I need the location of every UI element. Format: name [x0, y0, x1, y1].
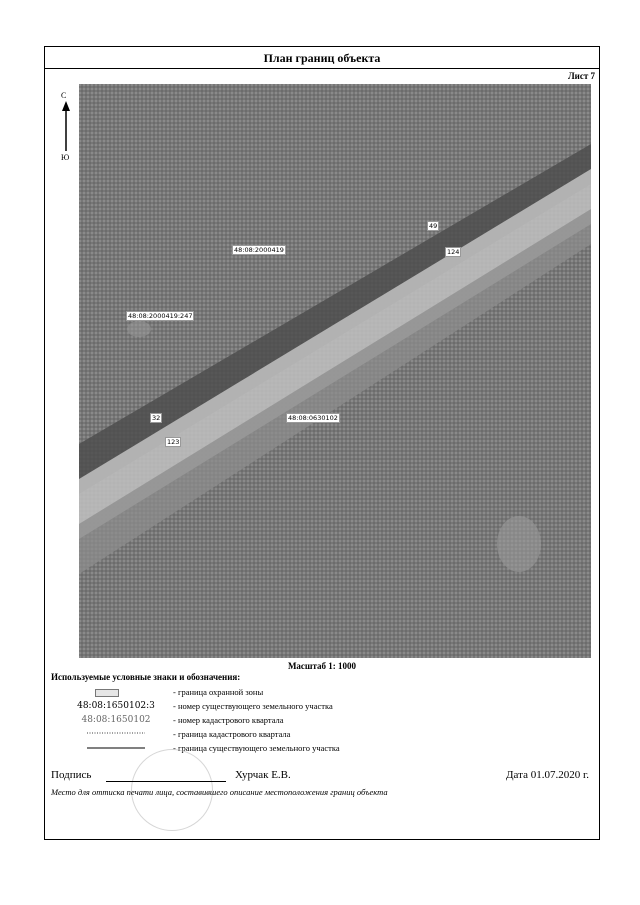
legend-row-zone	[45, 686, 599, 699]
map-imagery	[79, 84, 591, 658]
parcel-boundary-symbol	[71, 742, 161, 755]
legend-text: - граница охранной зоны	[173, 687, 264, 697]
sheet-number: Лист 7	[567, 71, 595, 81]
parcel-number-symbol: 48:08:1650102:3	[77, 701, 155, 711]
signature-row	[51, 769, 595, 785]
south-label: Ю	[61, 153, 70, 162]
stamp-note: Место для оттиска печати лица, составившего описание местоположения границ объекта	[51, 787, 388, 797]
north-arrow	[51, 91, 81, 171]
parcel-label-a: 48:08:2000419	[234, 246, 284, 254]
legend-text: - номер кадастрового квартала	[173, 715, 284, 725]
legend-row-quarter	[45, 714, 599, 727]
map-scale: Масштаб 1: 1000	[287, 661, 357, 671]
quarter-boundary-symbol	[71, 728, 161, 741]
map-label-49: 49	[429, 222, 438, 230]
legend-row-parcel	[45, 700, 599, 713]
aerial-map	[79, 84, 591, 658]
signer-name: Хурчак Е.В.	[235, 769, 291, 781]
document-title: План границ объекта	[45, 47, 599, 69]
legend-row-parcel-boundary	[45, 742, 599, 755]
parcel-label-b: 48:08:2000419:247	[128, 312, 193, 320]
signature-line	[106, 781, 226, 782]
map-label-32: 32	[152, 414, 161, 422]
quarter-number-symbol: 48:08:1650102	[81, 715, 151, 725]
document-frame	[44, 46, 600, 840]
quarter-label: 48:08:0630102	[288, 414, 338, 422]
legend-text: - граница кадастрового квартала	[173, 729, 291, 739]
map-label-123: 123	[167, 438, 180, 446]
legend-text: - граница существующего земельного участка	[173, 743, 340, 753]
map-label-124: 124	[447, 248, 460, 256]
signature-label: Подпись	[51, 769, 92, 781]
north-arrow-icon	[59, 101, 73, 153]
legend-row-quarter-boundary	[45, 728, 599, 741]
zone-boundary-symbol	[95, 689, 119, 697]
legend-text: - номер существующего земельного участка	[173, 701, 333, 711]
north-label: С	[61, 91, 67, 100]
document-date: Дата 01.07.2020 г.	[506, 769, 589, 781]
legend-title: Используемые условные знаки и обозначения:	[51, 672, 241, 682]
